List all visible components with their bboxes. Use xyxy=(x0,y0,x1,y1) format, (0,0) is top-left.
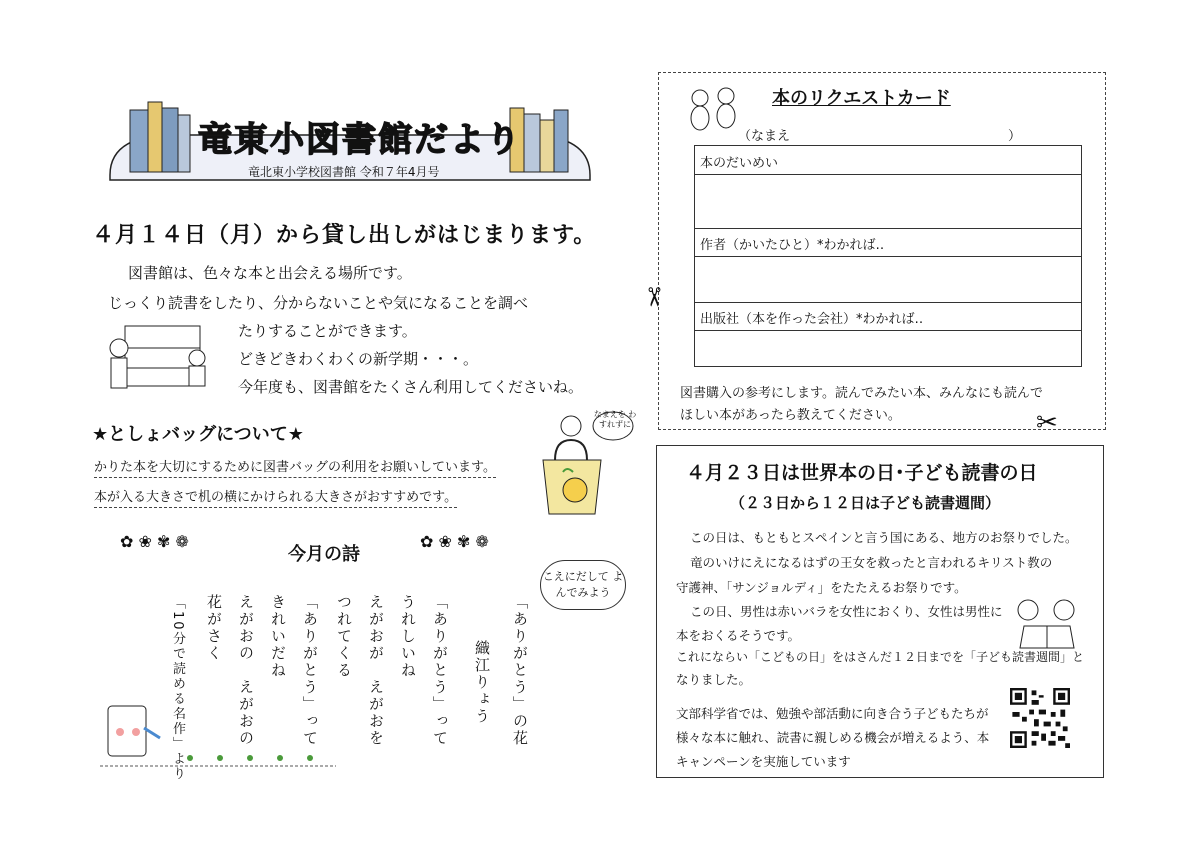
library-illustration xyxy=(105,318,215,396)
book-character-illustration xyxy=(100,688,336,770)
card-note-line-2: ほしい本があったら教えてください。 xyxy=(680,408,901,423)
poem-line: うれしいね xyxy=(399,594,417,679)
qr-code-icon[interactable] xyxy=(1010,688,1070,748)
ministry-line: 様々な本に触れ、読書に親しめる機会が増えるよう、本 xyxy=(676,730,990,745)
table-divider xyxy=(694,330,1082,331)
author-field[interactable] xyxy=(695,258,1081,301)
poem-title-column: 「ありがとう」の花 xyxy=(511,594,529,747)
lending-headline: ４月１４日（月）から貸し出しがはじまります。 xyxy=(92,223,597,248)
request-card-title: 本のリクエストカード xyxy=(772,88,951,109)
wbd-line: 本をおくるそうです。 xyxy=(676,628,801,643)
world-book-day-title: ４月２３日は世界本の日･子ども読書の日 xyxy=(686,462,1038,484)
author-label: 作者（かいたひと）*わかれば‥ xyxy=(700,238,885,253)
poem-line: 花がさく xyxy=(205,594,223,662)
read-aloud-bubble: こえにだして よんでみよう xyxy=(540,560,626,610)
table-divider xyxy=(694,174,1082,175)
wbd-line: 竜のいけにえになるはずの王女を救ったと言われるキリスト教の xyxy=(690,555,1053,570)
wbd-line: これにならい「こどもの日」をはさんだ１２日までを「子ども読書週間」と xyxy=(676,650,1085,664)
poem-line: 「ありがとう」って xyxy=(301,594,319,747)
bag-line-2: 本が入る大きさで机の横にかけられる大きさがおすすめです。 xyxy=(94,486,457,508)
lending-line-2: じっくり読書をしたり、分からないことや気になることを調べ xyxy=(108,294,529,312)
wbd-line: 守護神、「サンジョルディ」をたたえるお祭りです。 xyxy=(676,580,967,595)
scissors-icon: ✂ xyxy=(1036,408,1058,438)
scissors-icon: ✂ xyxy=(637,286,668,308)
publisher-field[interactable] xyxy=(695,332,1081,366)
table-divider xyxy=(694,302,1082,303)
lending-line-5: 今年度も、図書館をたくさん利用してくださいね。 xyxy=(238,378,584,396)
book-title-label: 本のだいめい xyxy=(700,156,779,171)
lending-line-1: 図書館は、色々な本と出会える場所です。 xyxy=(128,264,412,282)
flower-decoration-right: ✿ ❀ ✾ ❁ xyxy=(420,532,489,551)
wbd-line: なりました。 xyxy=(676,672,752,687)
world-book-day-subtitle: （２３日から１２日は子ども読書週間） xyxy=(730,494,1001,512)
wbd-line: この日、男性は赤いバラを女性におくり、女性は男性に xyxy=(690,604,1003,619)
lending-line-3: たりすることができます。 xyxy=(238,322,417,340)
name-label-close: ） xyxy=(1008,129,1022,144)
bag-line-1: かりた本を大切にするために図書バッグの利用をお願いしています。 xyxy=(94,456,496,478)
children-reading-illustration xyxy=(1004,596,1090,652)
issue-subtitle: 竜北東小学校図書館 令和７年4月号 xyxy=(248,165,440,179)
bag-name-tag: なまえを わすれずに xyxy=(593,410,637,429)
card-note-line-1: 図書購入の参考にします。読んでみたい本、みんなにも読んで xyxy=(680,386,1043,401)
wbd-line: この日は、もともとスペインと言う国にある、地方のお祭りでした。 xyxy=(690,530,1078,545)
lending-line-4: どきどきわくわくの新学期・・・。 xyxy=(238,350,479,368)
poem-line: えがおの えがおの xyxy=(237,594,255,747)
table-divider xyxy=(694,256,1082,257)
poem-heading: 今月の詩 xyxy=(288,544,360,565)
poem-author-column: 織江りょう xyxy=(473,640,491,725)
poem-line: きれいだね xyxy=(269,594,287,679)
poem-line: つれてくる xyxy=(335,594,353,679)
poem-line: 「ありがとう」って xyxy=(431,594,449,747)
flower-decoration-left: ✿ ❀ ✾ ❁ xyxy=(120,532,189,551)
bag-heading: ★としょバッグについて★ xyxy=(92,424,304,445)
ministry-line: 文部科学省では、勉強や部活動に向き合う子どもたちが xyxy=(676,706,989,721)
ants-illustration xyxy=(684,82,744,134)
book-title-field[interactable] xyxy=(695,176,1081,227)
page-title: 竜東小図書館だより xyxy=(198,120,522,160)
publisher-label: 出版社（本を作った会社）*わかれば‥ xyxy=(700,312,924,327)
poem-line: えがおが えがおを xyxy=(367,594,385,747)
ministry-line: キャンペーンを実施しています xyxy=(676,754,851,769)
poem-source: 「10分で読める名作」より xyxy=(170,596,185,782)
table-divider xyxy=(694,228,1082,229)
name-label: （なまえ xyxy=(738,129,791,144)
